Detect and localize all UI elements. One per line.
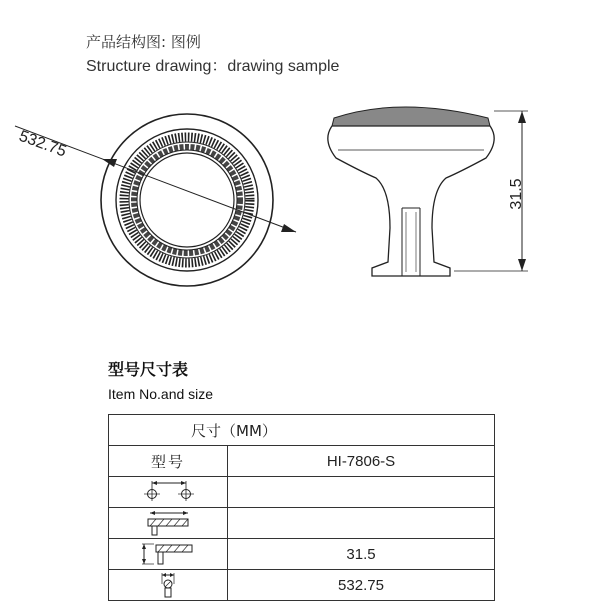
table-header-row: [109, 415, 495, 446]
size-unit-header: 尺寸（MM）: [109, 415, 495, 446]
diameter-icon: [109, 570, 228, 601]
diameter-label: 532.75: [16, 127, 69, 161]
diameter-value: 532.75: [228, 570, 495, 601]
table-row: [109, 570, 495, 601]
diameter-dimension: [15, 126, 296, 232]
height-dimension: [454, 111, 528, 271]
size-table-title-cn: 型号尺寸表: [108, 360, 189, 379]
hole-spacing-value: [228, 477, 495, 508]
length-icon: [109, 508, 228, 539]
size-table: [108, 414, 495, 601]
model-label: 型号: [109, 446, 228, 477]
table-row: [109, 539, 495, 570]
length-value: [228, 508, 495, 539]
table-row: [109, 477, 495, 508]
table-row: [109, 508, 495, 539]
height-value: 31.5: [228, 539, 495, 570]
size-table-title-en: Item No.and size: [108, 386, 214, 402]
knob-top-view: [101, 114, 273, 286]
structure-title-en: Structure drawing：drawing sample: [86, 58, 340, 75]
table-row: [109, 446, 495, 477]
knob-side-view: [328, 107, 494, 276]
height-label: 31.5: [508, 178, 525, 210]
height-icon: [109, 539, 228, 570]
hole-spacing-icon: [109, 477, 228, 508]
structure-title-cn: 产品结构图: 图例: [86, 33, 201, 51]
model-value: HI-7806-S: [228, 446, 495, 477]
